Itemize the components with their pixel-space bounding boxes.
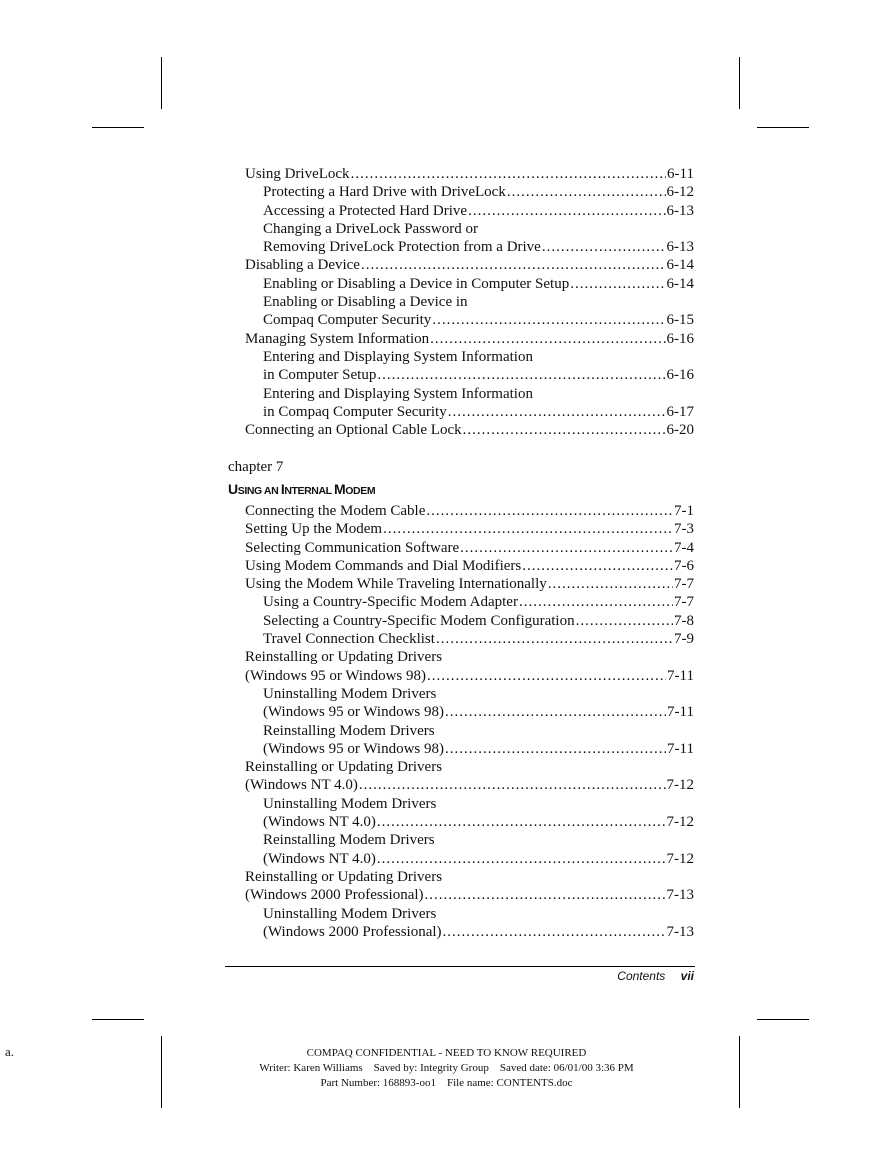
toc-entry — [226, 539, 694, 557]
toc-entry-title: Travel Connection Checklist — [263, 631, 435, 648]
confidential-line-3: Part Number: 168893-oo1 File name: CONTENTS.doc — [320, 1077, 573, 1089]
dot-leader — [460, 539, 673, 557]
dot-leader — [570, 275, 665, 293]
toc-line — [263, 348, 694, 366]
crop-mark — [757, 1019, 809, 1020]
toc-line — [263, 202, 694, 220]
toc-entry-title: Compaq Computer Security — [263, 312, 432, 329]
toc-page-number: 6-12 — [666, 184, 694, 201]
footer-page-number: vii — [680, 969, 694, 983]
toc-line — [263, 366, 694, 384]
crop-mark — [757, 127, 809, 128]
toc-entry — [226, 648, 694, 685]
toc-page-number: 7-1 — [674, 503, 694, 519]
confidential-line-2: Writer: Karen Williams Saved by: Integrity Group Saved date: 06/01/00 3:36 PM — [259, 1062, 634, 1074]
toc-entry — [226, 868, 694, 905]
toc-entry — [226, 575, 694, 593]
toc-line — [245, 575, 694, 593]
toc-line — [263, 813, 694, 831]
dot-leader — [468, 202, 665, 220]
toc-entry-title: Using DriveLock — [245, 166, 350, 182]
toc-page-number: 7-6 — [674, 557, 694, 574]
toc-line — [245, 421, 694, 439]
toc-entry-title: Enabling or Disabling a Device in Computer Setup — [263, 275, 570, 292]
toc-entry-title: Uninstalling Modem Drivers — [263, 905, 437, 922]
toc-line — [245, 868, 694, 886]
toc-line — [263, 593, 694, 611]
footer-rule — [225, 966, 695, 967]
toc-line — [263, 740, 694, 758]
toc-page-number: 7-12 — [666, 814, 694, 831]
dot-leader — [443, 923, 666, 941]
toc-line — [263, 850, 694, 868]
toc-line — [263, 923, 694, 941]
toc-entry-title: (Windows 2000 Professional) — [263, 923, 442, 940]
toc-entry-title: Using a Country-Specific Modem Adapter — [263, 594, 518, 611]
toc-line — [263, 831, 694, 849]
dot-leader — [361, 256, 666, 274]
toc-line — [245, 776, 694, 794]
toc-page-number: 7-8 — [674, 612, 694, 629]
toc-page-number: 6-13 — [666, 239, 694, 256]
toc-line — [245, 520, 694, 538]
footer-label: Contents — [617, 969, 666, 983]
dot-leader — [427, 667, 666, 685]
toc-entry — [226, 165, 694, 183]
chapter-title-part: NTERNAL — [284, 485, 335, 497]
toc-entry — [226, 421, 694, 439]
toc-entry — [226, 520, 694, 538]
toc-page-number: 6-16 — [666, 367, 694, 384]
toc-entry-title: Reinstalling or Updating Drivers — [245, 759, 443, 776]
toc-line — [245, 502, 694, 520]
toc-line — [245, 667, 694, 685]
toc-line — [263, 630, 694, 648]
toc-entry — [226, 795, 694, 832]
toc-entry-title: Setting Up the Modem — [245, 521, 383, 538]
toc-page-number: 7-7 — [674, 576, 694, 593]
toc-entry — [226, 385, 694, 422]
chapter-title-part: M — [334, 481, 346, 497]
toc-line — [263, 238, 694, 256]
crop-mark — [92, 1019, 144, 1020]
toc-page-number: 7-9 — [674, 631, 694, 648]
margin-note: a. — [5, 1044, 15, 1059]
toc-line — [263, 905, 694, 923]
toc-line — [263, 612, 694, 630]
chapter-title — [228, 481, 375, 497]
toc-line — [263, 722, 694, 740]
toc-entry-title: Reinstalling Modem Drivers — [263, 722, 435, 739]
toc-page-number: 6-20 — [666, 422, 694, 439]
toc-page-number: 7-11 — [667, 704, 694, 721]
toc-entry-title: Using the Modem While Traveling Internationally — [245, 576, 547, 593]
dot-leader — [463, 421, 666, 439]
toc-line — [263, 311, 694, 329]
toc-page-number: 7-11 — [667, 740, 694, 757]
toc-page-number: 7-12 — [666, 777, 694, 794]
toc-page-number: 6-11 — [667, 166, 694, 182]
toc-page-number: 6-14 — [666, 275, 694, 292]
toc-line — [245, 758, 694, 776]
toc-entry — [226, 612, 694, 630]
toc-entry-title: Changing a DriveLock Password or — [263, 220, 478, 237]
dot-leader — [426, 502, 673, 520]
toc-entry-title: Reinstalling or Updating Drivers — [245, 649, 443, 666]
toc-entry-title: Managing System Information — [245, 330, 430, 347]
toc-page-number: 7-13 — [666, 887, 694, 904]
toc-entry-title: Removing DriveLock Protection from a Drive — [263, 239, 541, 256]
toc-entry — [226, 831, 694, 868]
toc-entry-title: Entering and Displaying System Information — [263, 385, 533, 402]
dot-leader — [359, 776, 666, 794]
dot-leader — [519, 593, 673, 611]
toc-entry-title: Enabling or Disabling a Device in — [263, 294, 468, 311]
toc-page-number: 6-15 — [666, 312, 694, 329]
dot-leader — [522, 557, 673, 575]
toc-entry — [226, 275, 694, 293]
toc-page-number: 7-4 — [674, 539, 694, 556]
dot-leader — [430, 330, 665, 348]
toc-page-number: 6-16 — [666, 330, 694, 347]
toc-page-number: 7-13 — [666, 923, 694, 940]
toc-entry-title: Selecting a Country-Specific Modem Configuration — [263, 612, 575, 629]
crop-mark — [739, 57, 740, 109]
dot-leader — [351, 165, 666, 183]
toc-entry — [226, 348, 694, 385]
toc-chapter-6-continued — [226, 165, 694, 439]
dot-leader — [445, 740, 666, 758]
dot-leader — [507, 183, 666, 201]
toc-entry — [226, 183, 694, 201]
toc-entry — [226, 722, 694, 759]
toc-line — [245, 886, 694, 904]
toc-entry-title: Reinstalling or Updating Drivers — [245, 868, 443, 885]
toc-chapter-7 — [226, 502, 694, 941]
toc-entry — [226, 256, 694, 274]
page-footer — [617, 969, 694, 983]
toc-entry-title: (Windows 95 or Windows 98) — [263, 704, 445, 721]
toc-entry — [226, 593, 694, 611]
toc-entry-title: Using Modem Commands and Dial Modifiers — [245, 557, 522, 574]
toc-page-number: 6-13 — [666, 202, 694, 219]
toc-entry-title: Reinstalling Modem Drivers — [263, 832, 435, 849]
toc-page-number: 6-14 — [666, 257, 694, 274]
toc-entry-title: (Windows NT 4.0) — [263, 814, 376, 831]
dot-leader — [377, 366, 665, 384]
toc-entry-title: in Computer Setup — [263, 367, 377, 384]
chapter-label: chapter 7 — [228, 459, 284, 475]
toc-page-number: 7-3 — [674, 521, 694, 538]
confidential-notice — [0, 1046, 893, 1091]
toc-entry — [226, 220, 694, 257]
toc-page-number: 6-17 — [666, 403, 694, 420]
dot-leader — [436, 630, 673, 648]
dot-leader — [377, 850, 666, 868]
toc-line — [245, 557, 694, 575]
toc-entry-title: Entering and Displaying System Information — [263, 348, 533, 365]
dot-leader — [548, 575, 673, 593]
toc-entry — [226, 758, 694, 795]
dot-leader — [448, 403, 666, 421]
toc-line — [245, 330, 694, 348]
toc-entry — [226, 293, 694, 330]
dot-leader — [445, 703, 666, 721]
toc-line — [263, 220, 694, 238]
dot-leader — [425, 886, 666, 904]
toc-line — [263, 703, 694, 721]
toc-entry-title: Connecting an Optional Cable Lock — [245, 422, 462, 439]
toc-entry-title: Uninstalling Modem Drivers — [263, 685, 437, 702]
crop-mark — [161, 57, 162, 109]
dot-leader — [542, 238, 666, 256]
toc-entry — [226, 685, 694, 722]
toc-entry-title: (Windows NT 4.0) — [263, 850, 376, 867]
crop-mark — [92, 127, 144, 128]
toc-entry — [226, 502, 694, 520]
toc-line — [263, 293, 694, 311]
toc-entry-title: (Windows NT 4.0) — [245, 777, 358, 794]
toc-line — [245, 648, 694, 666]
dot-leader — [377, 813, 666, 831]
dot-leader — [432, 311, 665, 329]
toc-page-number: 7-11 — [667, 667, 694, 684]
confidential-line-1: COMPAQ CONFIDENTIAL - NEED TO KNOW REQUIRED — [306, 1047, 587, 1059]
toc-entry — [226, 202, 694, 220]
toc-entry-title: (Windows 95 or Windows 98) — [245, 667, 427, 684]
toc-entry-title: in Compaq Computer Security — [263, 403, 447, 420]
toc-line — [263, 685, 694, 703]
toc-entry-title: Selecting Communication Software — [245, 539, 460, 556]
toc-line — [245, 256, 694, 274]
toc-entry-title: (Windows 2000 Professional) — [245, 887, 424, 904]
toc-line — [245, 165, 694, 183]
toc-line — [263, 275, 694, 293]
toc-entry-title: (Windows 95 or Windows 98) — [263, 740, 445, 757]
dot-leader — [383, 520, 673, 538]
toc-line — [245, 539, 694, 557]
chapter-title-part: U — [228, 481, 238, 497]
toc-page-number: 7-12 — [666, 850, 694, 867]
toc-entry — [226, 630, 694, 648]
toc-entry-title: Connecting the Modem Cable — [245, 503, 426, 519]
toc-entry — [226, 330, 694, 348]
toc-line — [263, 795, 694, 813]
toc-entry-title: Accessing a Protected Hard Drive — [263, 202, 468, 219]
dot-leader — [576, 612, 673, 630]
toc-entry — [226, 557, 694, 575]
toc-entry-title: Protecting a Hard Drive with DriveLock — [263, 184, 506, 201]
toc-page-number: 7-7 — [674, 594, 694, 611]
toc-entry-title: Disabling a Device — [245, 257, 360, 274]
toc-entry — [226, 905, 694, 942]
toc-line — [263, 183, 694, 201]
toc-line — [263, 403, 694, 421]
chapter-title-part: I — [280, 481, 285, 497]
chapter-title-part: ODEM — [345, 485, 376, 497]
chapter-title-part: SING AN — [237, 485, 281, 497]
toc-entry-title: Uninstalling Modem Drivers — [263, 795, 437, 812]
toc-line — [263, 385, 694, 403]
